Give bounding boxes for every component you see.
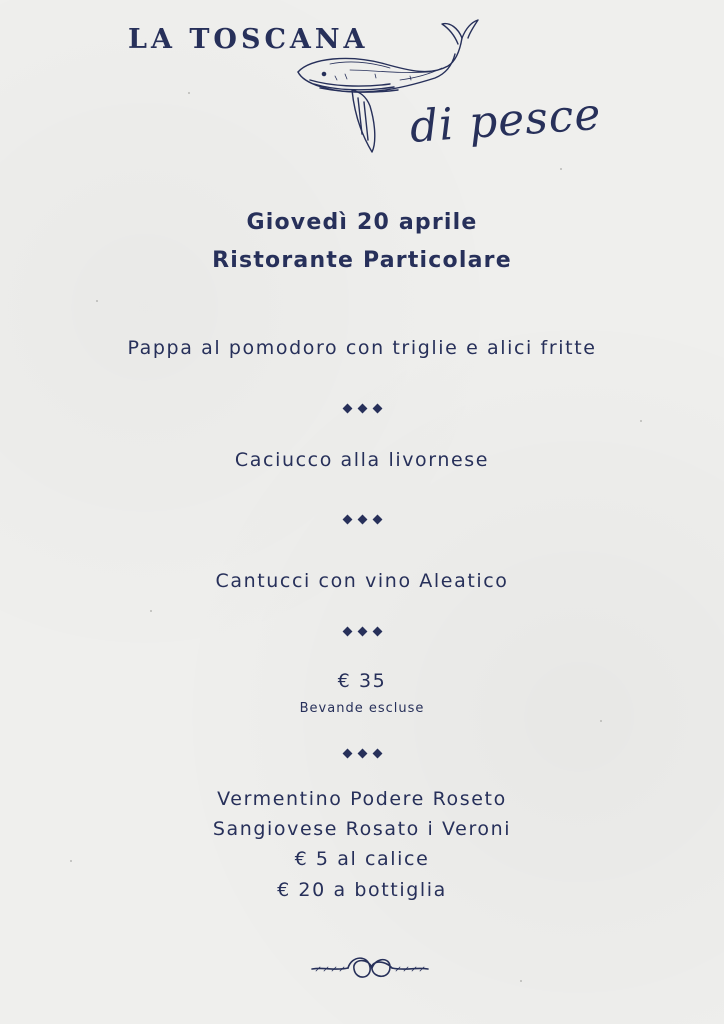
diamond-divider-icon (0, 628, 724, 635)
course-3: Cantucci con vino Aleatico (215, 570, 509, 592)
rope-knot-icon (310, 953, 430, 983)
wine-line-4: € 20 a bottiglia (277, 879, 447, 901)
diamond-divider-icon (0, 750, 724, 757)
brand-title: LA TOSCANA (128, 24, 369, 55)
brand-script: di pesce (408, 88, 604, 153)
event-venue: Ristorante Particolare (212, 248, 512, 273)
course-1: Pappa al pomodoro con triglie e alici fritte (127, 337, 597, 359)
price-note: Bevande escluse (299, 701, 425, 716)
event-date: Giovedì 20 aprile (246, 210, 478, 235)
diamond-divider-icon (0, 516, 724, 523)
wine-line-2: Sangiovese Rosato i Veroni (212, 818, 512, 840)
diamond-divider-icon (0, 405, 724, 412)
course-2: Caciucco alla livornese (234, 449, 490, 471)
wine-line-1: Vermentino Podere Roseto (217, 788, 507, 810)
wine-line-3: € 5 al calice (294, 848, 430, 870)
menu-price: € 35 (337, 670, 387, 692)
